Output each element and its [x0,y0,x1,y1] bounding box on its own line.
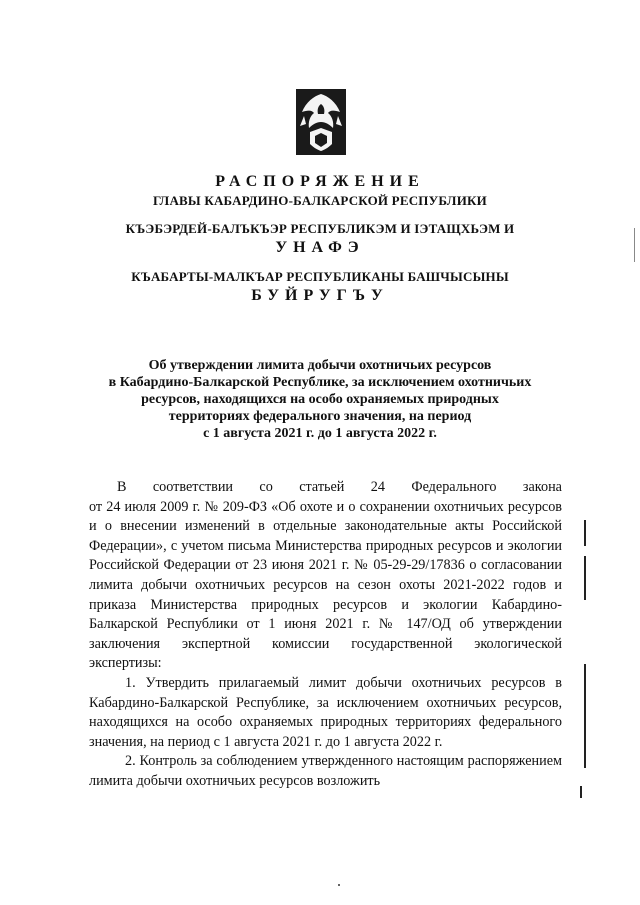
scan-margin-mark [584,664,586,768]
paragraph-item-1: 1. Утвердить прилагаемый лимит добычи охотничьих ресурсов в Кабардино-Балкарской Республике, за исключением охотничьих ресурсов, находящихся на особо охраняемых природных территориях федерального значения, на период с 1 августа 2021 г. до 1 августа 2022 г. [89,674,562,750]
heading-order-type: РАСПОРЯЖЕНИЕ [215,173,425,190]
document-title [80,357,560,442]
paragraph-item-2: 2. Контроль за соблюдением утвержденного настоящим распоряжением лимита добычи охотничьих ресурсов возложить [89,753,562,789]
scan-margin-mark [584,556,586,600]
document-heading [0,172,640,306]
title-line: Об утверждении лимита добычи охотничьих ресурсов [148,358,492,373]
coat-of-arms-emblem [290,86,352,158]
scan-margin-mark [584,520,586,546]
paragraph-preamble: от 24 июля 2009 г. № 209-ФЗ «Об охоте и о сохранении охотничьих ресурсов и о внесении изменений в отдельные законодательные акты Российской Федерации», с учетом письма Министерства природных ресурсов и экологии Российской Федерации от 23 июня 2021 г. № 05-29-29/17836 о согласовании лимита добычи охотничьих ресурсов на сезон охоты 2021-2022 годов и приказа Министерства природных ресурсов и экологии Кабардино-Балкарской Республики от 1 июня 2021 г. № 147/ОД об утверждении заключения экспертной комиссии государственной экологической экспертизы: [89,498,562,672]
title-line: в Кабардино-Балкарской Республике, за исключением охотничьих [108,375,532,390]
scan-margin-mark [634,228,635,262]
heading-order-type-krc: БУЙРУГЪУ [251,287,389,304]
heading-order-type-kbd: УНАФЭ [275,239,365,256]
scan-speck [338,884,340,886]
scan-margin-mark [580,786,582,798]
title-line: ресурсов, находящихся на особо охраняемых природных [141,392,499,407]
heading-issuer-krc: КЪАБАРТЫ-МАЛКЪАР РЕСПУБЛИКАНЫ БАШЧЫСЫНЫ [131,269,509,284]
heading-issuer-ru: ГЛАВЫ КАБАРДИНО-БАЛКАРСКОЙ РЕСПУБЛИКИ [153,193,487,208]
title-line: с 1 августа 2021 г. до 1 августа 2022 г. [203,426,437,441]
title-line: территориях федерального значения, на период [168,409,472,424]
paragraph-preamble-first-line: В соответствии со статьей 24 Федерального закона [117,479,562,495]
heading-issuer-kbd: КЪЭБЭРДЕЙ-БАЛЪКЪЭР РЕСПУБЛИКЭМ И ІЭТАЩХЬЭМ И [125,221,515,236]
document-body [89,478,562,792]
